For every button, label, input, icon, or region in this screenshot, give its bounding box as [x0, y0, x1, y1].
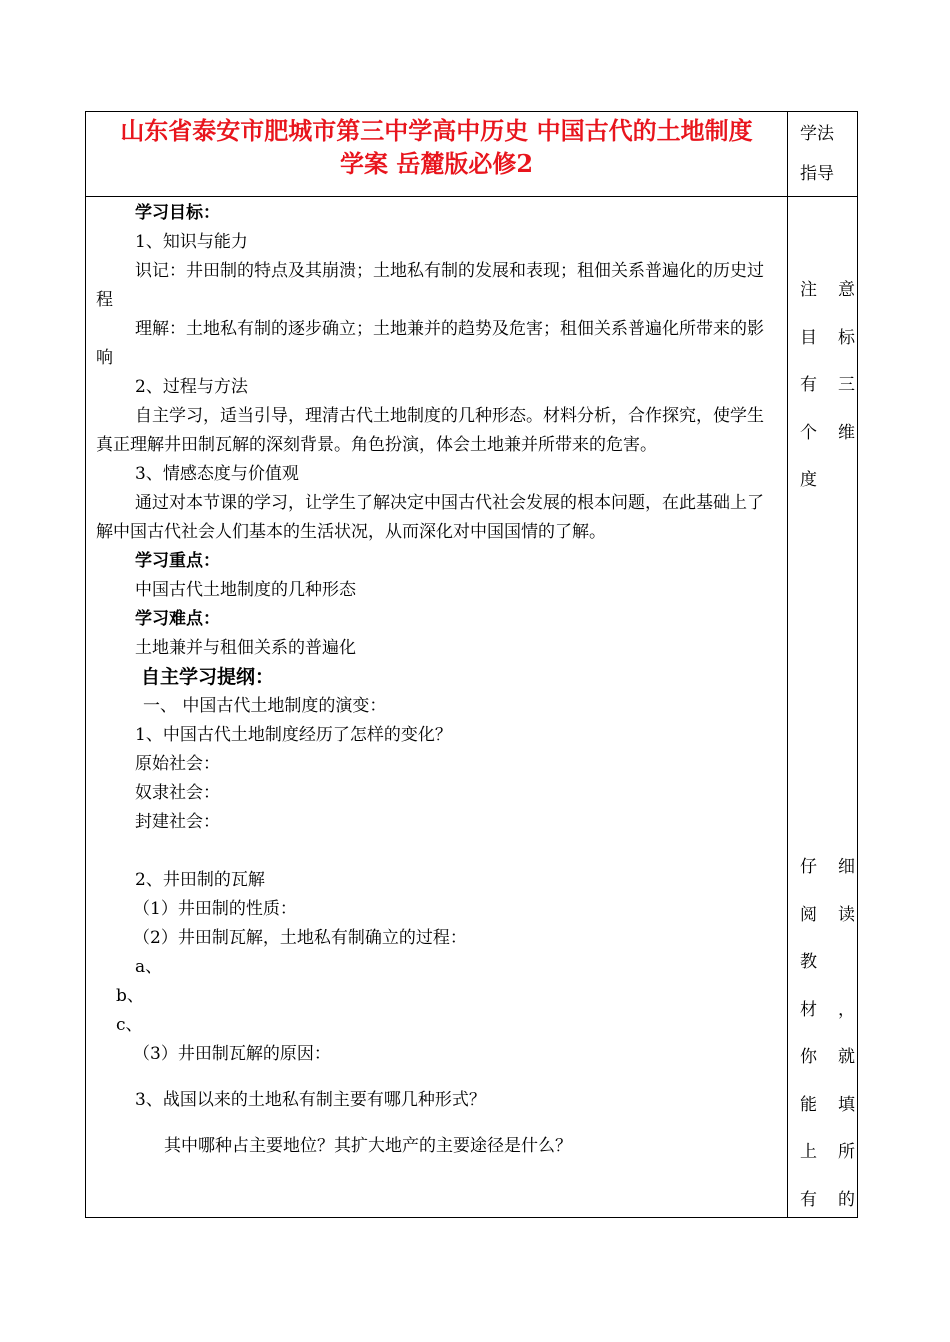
- difficult-text: 土地兼并与租佃关系的普遍化: [135, 638, 356, 658]
- understand-text: 理解：土地私有制的逐步确立；土地兼并的趋势及危害；租佃关系普遍化所带来的影响: [96, 319, 764, 368]
- question-1: 1、中国古代土地制度经历了怎样的变化？: [135, 725, 452, 745]
- note-char: 填: [838, 1094, 855, 1115]
- note-char: 有: [800, 1189, 817, 1210]
- note-char: 能: [800, 1094, 817, 1115]
- side-header-line-1: 学法: [800, 124, 834, 144]
- process-heading: 2、过程与方法: [135, 377, 248, 397]
- title-line-2: 学案 岳麓版必修2: [339, 149, 534, 178]
- note-char: 上: [800, 1142, 817, 1162]
- note-char: 读: [838, 904, 855, 925]
- primitive-society: 原始社会：: [135, 754, 220, 774]
- note-char: 意: [838, 280, 855, 300]
- difficult-heading: 学习难点：: [135, 609, 220, 629]
- note-char: 个: [800, 422, 817, 443]
- main-content-cell: [86, 197, 788, 1218]
- note-char: 细: [838, 857, 855, 877]
- feudal-society: 封建社会：: [135, 812, 220, 832]
- knowledge-heading: 1、知识与能力: [135, 232, 248, 252]
- note-char: 有: [800, 375, 817, 395]
- note-char: 维: [838, 422, 855, 443]
- side-header-line-2: 指导: [800, 164, 834, 184]
- note-char: 阅: [800, 904, 817, 925]
- side-header: [788, 112, 857, 194]
- side-note-goals: [800, 267, 858, 505]
- question-2: 2、井田制的瓦解: [135, 870, 265, 890]
- emotion-heading: 3、情感态度与价值观: [135, 464, 299, 484]
- slave-society: 奴隶社会：: [135, 783, 220, 803]
- note-char: [838, 939, 858, 987]
- title-line-1: 山东省泰安市肥城市第三中学高中历史 中国古代的土地制度: [120, 116, 753, 145]
- side-header-cell: [788, 112, 858, 197]
- objectives-heading: 学习目标：: [135, 203, 220, 223]
- title-cell: [86, 112, 788, 197]
- section-1-heading: 一、 中国古代土地制度的演变：: [143, 696, 387, 716]
- blank-line: [96, 1115, 777, 1132]
- item-a: a、: [135, 957, 163, 977]
- side-note-reading: [800, 844, 858, 1224]
- memorize-text: 识记：井田制的特点及其崩溃；土地私有制的发展和表现；租佃关系普遍化的历史过程: [96, 261, 764, 310]
- blank-line: [96, 1069, 777, 1086]
- note-char: 材: [800, 999, 817, 1020]
- process-text: 自主学习，适当引导，理清古代土地制度的几种形态。材料分析，合作探究，使学生真正理解井田制瓦解的深刻背景。角色扮演，体会土地兼并所带来的危害。: [96, 406, 764, 455]
- side-notes: [788, 197, 858, 1217]
- note-char: 仔: [800, 857, 817, 877]
- lesson-table: [85, 111, 858, 1218]
- note-char: 度: [800, 470, 817, 490]
- question-2-2: （2）井田制瓦解，土地私有制确立的过程：: [133, 928, 467, 948]
- question-2-1: （1）井田制的性质：: [133, 899, 297, 919]
- note-char: 的: [838, 1189, 855, 1210]
- note-char: 教: [800, 952, 817, 972]
- question-3-sub: 其中哪种占主要地位？其扩大地产的主要途径是什么？: [164, 1136, 572, 1156]
- item-b: b、: [116, 986, 144, 1006]
- note-char: 你: [800, 1047, 817, 1067]
- question-2-3: （3）井田制瓦解的原因：: [133, 1044, 331, 1064]
- question-3: 3、战国以来的土地私有制主要有哪几种形式？: [135, 1090, 486, 1110]
- key-text: 中国古代土地制度的几种形态: [135, 580, 356, 600]
- lesson-content: [86, 197, 787, 1161]
- key-heading: 学习重点：: [135, 551, 220, 571]
- note-char: 所: [838, 1142, 855, 1162]
- note-char: ，: [838, 999, 855, 1020]
- note-char: 目: [800, 327, 817, 348]
- item-c: c、: [116, 1015, 143, 1035]
- note-char: 三: [838, 375, 855, 395]
- side-note-cell: [788, 197, 858, 1218]
- note-char: 就: [838, 1047, 855, 1067]
- outline-heading: 自主学习提纲：: [141, 666, 275, 688]
- emotion-text: 通过对本节课的学习，让学生了解决定中国古代社会发展的根本问题，在此基础上了解中国古代社会人们基本的生活状况，从而深化对中国国情的了解。: [96, 493, 764, 542]
- note-char: 注: [800, 280, 817, 300]
- note-char: 标: [838, 327, 855, 348]
- blank-line: [96, 837, 777, 866]
- document-title: [86, 112, 787, 180]
